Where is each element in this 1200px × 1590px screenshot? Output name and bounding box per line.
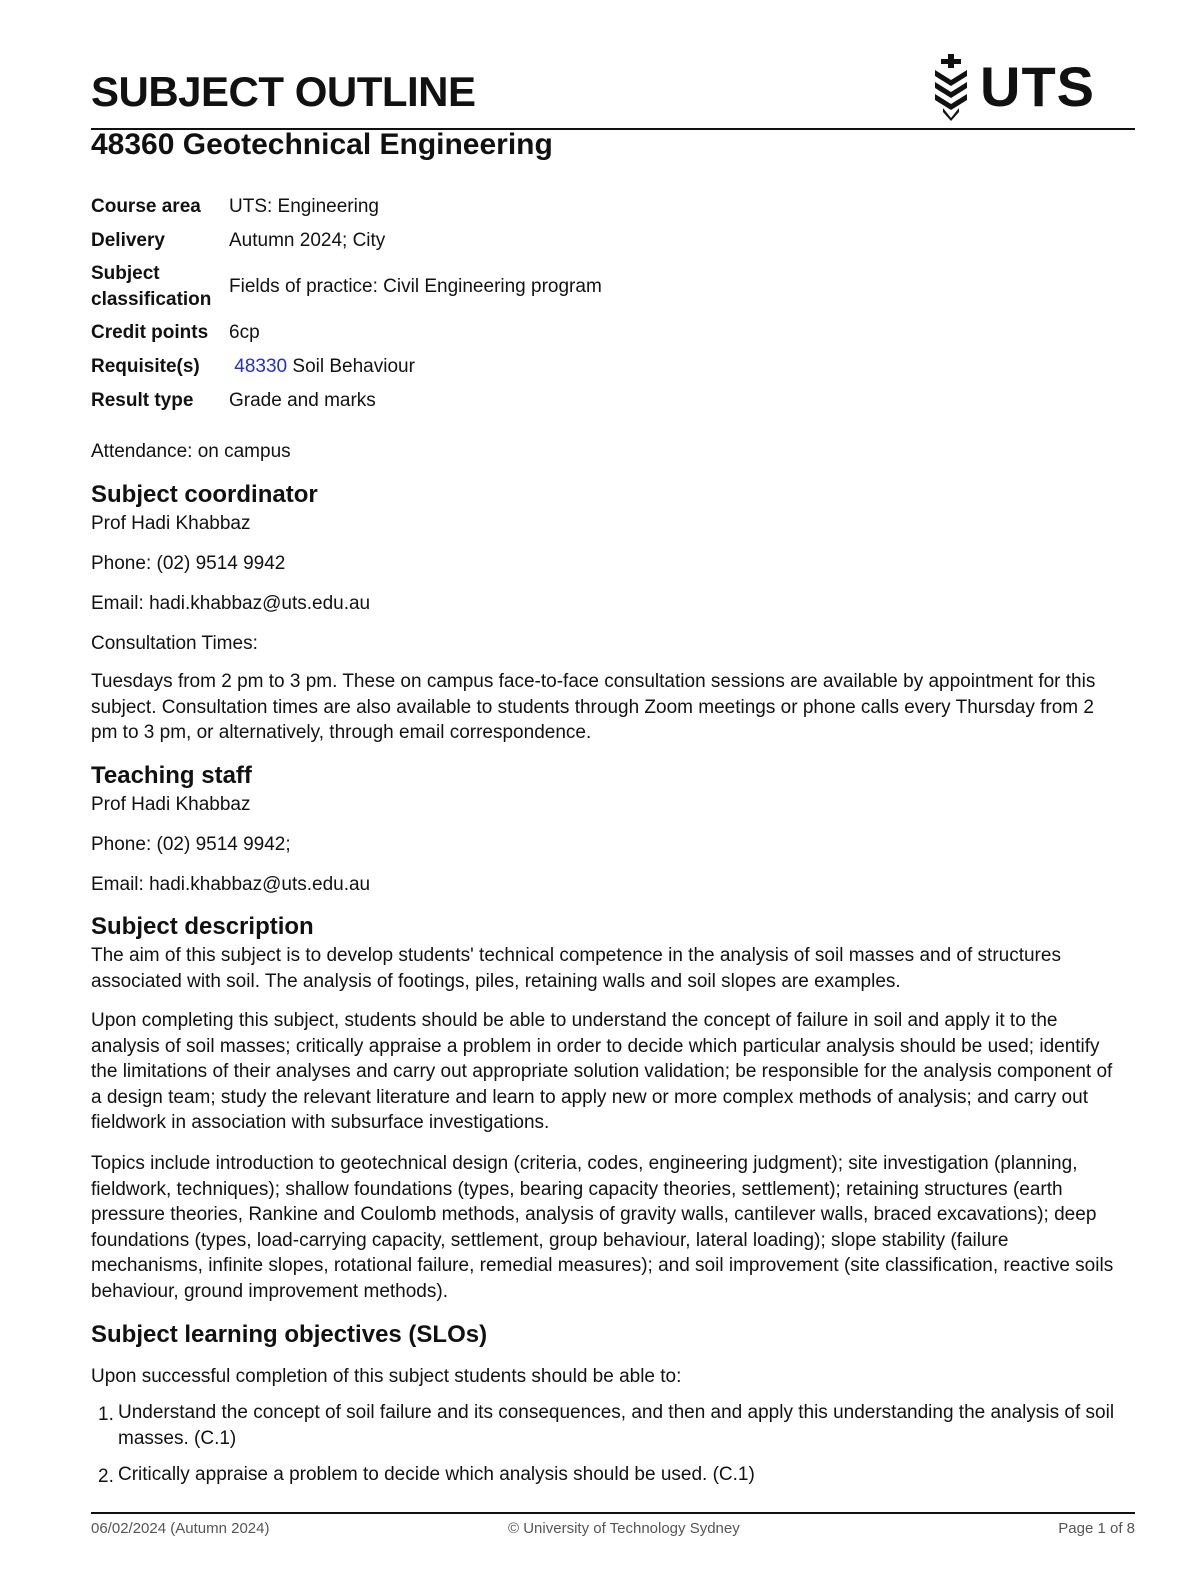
description-paragraph-1: The aim of this subject is to develop students' technical competence in the analysis of soil masses and of structures associated with soil. The analysis of footings, piles, retaining walls and soil slopes are examples. (91, 945, 1061, 992)
staff-phone: Phone: (02) 9514 9942; (91, 834, 291, 855)
meta-row-credit-points (91, 316, 602, 350)
requisite-link[interactable]: 48330 (234, 356, 288, 377)
coordinator-email: Email: hadi.khabbaz@uts.edu.au (91, 593, 371, 614)
attendance-text: Attendance: on campus (91, 441, 291, 462)
meta-value: Fields of practice: Civil Engineering program (229, 276, 602, 297)
coordinator-heading: Subject coordinator (91, 481, 318, 508)
subject-title: 48360 Geotechnical Engineering (91, 128, 553, 161)
footer-date: 06/02/2024 (Autumn 2024) (91, 1520, 270, 1537)
page-header (91, 55, 1135, 130)
meta-row-course-area (91, 190, 602, 224)
staff-email: Email: hadi.khabbaz@uts.edu.au (91, 874, 371, 895)
meta-label: Course area (91, 196, 201, 217)
slo-number: 1. (98, 1404, 114, 1425)
description-paragraph-3: Topics include introduction to geotechnical design (criteria, codes, engineering judgment); site investigation (planning, fieldwork, techniques); shallow foundations (types, bearing capacity theories, settlement); retaining structures (earth pressure theories, Rankine and Coulomb methods, analysis of gravity walls, cantilever walls, braced excavations); deep foundations (types, load-carrying capacity, settlement, group behaviour, lateral loading); slope stability (failure mechanisms, infinite slopes, rotational failure, remedial measures); and soil improvement (site classification, reactive soils behaviour, ground improvement methods). (91, 1153, 1114, 1302)
slo-text: Critically appraise a problem to decide which analysis should be used. (C.1) (118, 1464, 755, 1485)
subject-meta-table (91, 190, 602, 418)
slo-item (91, 1462, 1121, 1488)
slo-item (91, 1400, 1121, 1451)
requisite-name: Soil Behaviour (292, 356, 415, 377)
meta-value (229, 350, 602, 384)
staff-name: Prof Hadi Khabbaz (91, 794, 251, 815)
consultation-text: Tuesdays from 2 pm to 3 pm. These on campus face-to-face consultation sessions are available by appointment for this subject. Consultation times are also available to students through Zoom meetings or phone calls every Thursday from 2 pm to 3 pm, or alternatively, through email correspondence. (91, 671, 1096, 743)
meta-row-requisites (91, 350, 602, 384)
slo-intro: Upon successful completion of this subject students should be able to: (91, 1366, 682, 1387)
page-footer (91, 1512, 1135, 1537)
slo-number: 2. (98, 1466, 114, 1487)
coordinator-phone: Phone: (02) 9514 9942 (91, 553, 286, 574)
slo-list (91, 1400, 1121, 1499)
uts-logo (929, 52, 1099, 122)
uts-crest-icon (929, 52, 973, 122)
meta-label: Delivery (91, 230, 165, 251)
description-paragraph-2: Upon completing this subject, students should be able to understand the concept of failure in soil and apply it to the analysis of soil masses; critically appraise a problem in order to decide which particular analysis should be used; identify the limitations of their analyses and carry out appropriate solution validation; be responsible for the analysis component of a design team; study the relevant literature and learn to apply new or more complex methods of analysis; and carry out fieldwork in association with subsurface investigations. (91, 1010, 1113, 1133)
meta-value: UTS: Engineering (229, 196, 379, 217)
slo-text: Understand the concept of soil failure and its consequences, and then and apply this understanding the analysis of soil masses. (C.1) (118, 1402, 1115, 1449)
consultation-label: Consultation Times: (91, 633, 258, 654)
meta-value: 6cp (229, 322, 260, 343)
uts-logo-text: UTS (980, 55, 1095, 118)
meta-row-classification (91, 258, 602, 316)
description-heading: Subject description (91, 913, 314, 940)
meta-label: Credit points (91, 322, 209, 343)
meta-value: Grade and marks (229, 390, 376, 411)
coordinator-name: Prof Hadi Khabbaz (91, 513, 251, 534)
meta-row-result-type (91, 384, 602, 418)
meta-label: Subject classification (91, 263, 212, 310)
meta-row-delivery (91, 224, 602, 258)
meta-label: Result type (91, 390, 194, 411)
footer-copyright: © University of Technology Sydney (508, 1520, 740, 1537)
teaching-staff-heading: Teaching staff (91, 762, 252, 789)
meta-value: Autumn 2024; City (229, 230, 386, 251)
document-title: SUBJECT OUTLINE (91, 68, 476, 115)
meta-label: Requisite(s) (91, 356, 200, 377)
slo-heading: Subject learning objectives (SLOs) (91, 1321, 488, 1348)
footer-page-number: Page 1 of 8 (1058, 1520, 1135, 1537)
